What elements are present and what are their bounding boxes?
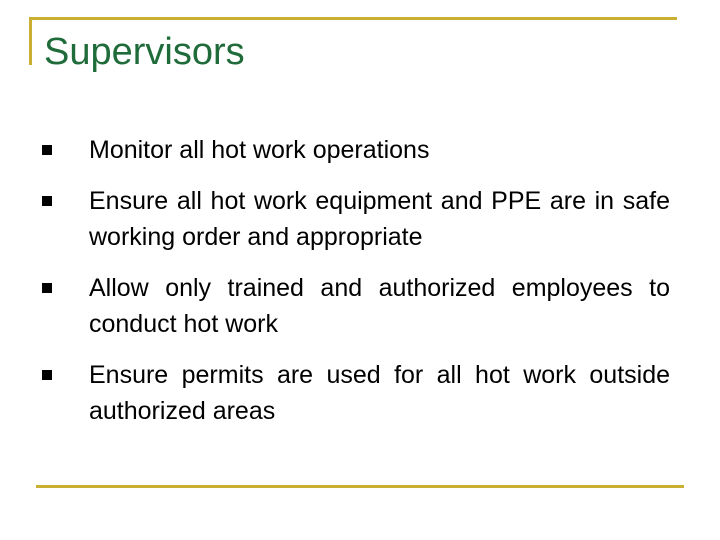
bullet-item: [42, 270, 670, 342]
square-bullet-icon: [42, 145, 52, 155]
square-bullet-icon: [42, 283, 52, 293]
square-bullet-icon: [42, 370, 52, 380]
bullet-text: Ensure all hot work equipment and PPE are in safe working order and appropriate: [89, 187, 670, 251]
bullet-list: [42, 132, 670, 444]
bottom-divider: [36, 485, 684, 488]
bullet-item: [42, 357, 670, 429]
title-frame-top-rule: [29, 17, 677, 20]
bullet-item: [42, 132, 670, 168]
bullet-text: Monitor all hot work operations: [89, 136, 430, 164]
square-bullet-icon: [42, 196, 52, 206]
bullet-item: [42, 183, 670, 255]
bullet-text: Allow only trained and authorized employees to conduct hot work: [89, 274, 670, 338]
bullet-text: Ensure permits are used for all hot work outside authorized areas: [89, 361, 670, 425]
title-frame-left-rule: [29, 17, 32, 65]
slide-title: Supervisors: [44, 31, 245, 73]
